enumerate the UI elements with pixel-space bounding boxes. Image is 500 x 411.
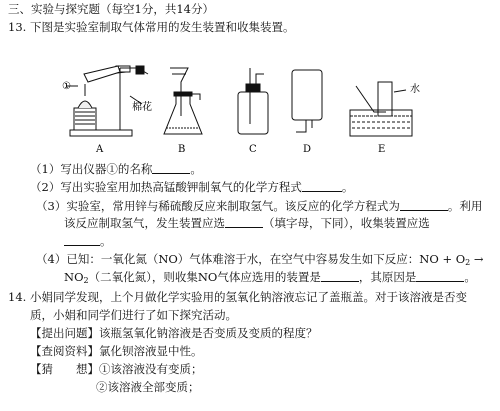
- answer-blank[interactable]: [152, 162, 190, 174]
- q13-part4-text: （4）已知：一氧化氮（NO）气体难溶于水，在空气中容易发生如下反应：NO + O: [36, 252, 466, 266]
- apparatus-e: [350, 82, 412, 136]
- letter-a: A: [96, 144, 104, 155]
- answer-blank[interactable]: [321, 270, 359, 282]
- q13-part1-end: 。: [190, 162, 202, 176]
- q13-stem-line: [8, 20, 294, 35]
- letter-c: C: [249, 144, 257, 155]
- q13-part3-text2b: （填字母，下同），收集装置应选: [263, 216, 430, 230]
- reaction-arrow: →: [473, 252, 484, 266]
- guess-1: ①该溶液没有变质；: [99, 362, 203, 376]
- q13-part4-text2: （二氧化氮），则收集NO气体应选用的装置是: [88, 270, 321, 284]
- answer-blank[interactable]: [64, 234, 100, 246]
- apparatus-c: [238, 68, 268, 134]
- subscript: 2: [465, 258, 471, 267]
- apparatus-d: [292, 70, 322, 132]
- q14-number: 14.: [8, 290, 27, 304]
- marker-1: ①: [62, 81, 71, 92]
- letter-d: D: [303, 144, 312, 155]
- letter-b: B: [178, 144, 186, 155]
- answer-blank[interactable]: [400, 199, 448, 211]
- q13-part3-line3: [64, 234, 112, 249]
- answer-blank[interactable]: [225, 216, 263, 228]
- q13-number: 13.: [8, 20, 27, 34]
- cotton-label: 棉花: [132, 102, 152, 113]
- letter-e: E: [378, 144, 386, 155]
- q13-part4-text3: ，其原因是: [358, 270, 417, 284]
- q13-part1: [30, 162, 202, 177]
- section-title: 三、实验与探究题（每空1分，共14分）: [8, 2, 214, 16]
- q14-stem-line1: [8, 290, 467, 305]
- apparatus-b: [164, 68, 202, 134]
- q14-ask: 【提出问题】该瓶氢氧化钠溶液是否变质及变质的程度？: [30, 326, 318, 340]
- guess-label: 【猜 想】: [30, 362, 99, 376]
- q14-guess-line1: [30, 362, 203, 377]
- q13-part3-line1: [36, 199, 482, 214]
- q14-stem-line2: 质，小娟和同学们进行了如下探究活动。: [30, 308, 237, 322]
- q13-part2-text: （2）写出实验室用加热高锰酸钾制氧气的化学方程式: [30, 180, 302, 194]
- q13-part3-end2: 。: [100, 234, 112, 248]
- q13-part3-line2: [64, 216, 430, 231]
- q13-part2-end: 。: [341, 180, 354, 194]
- answer-blank[interactable]: [416, 270, 464, 282]
- apparatus-figure: [60, 56, 460, 156]
- q14-stem1: 小娟同学发现，上个月做化学实验用的氢氧化钠溶液忘记了盖瓶盖。对于该溶液是否变: [29, 290, 467, 304]
- q13-part2: [30, 180, 353, 195]
- subscript: 2: [83, 276, 89, 285]
- q13-stem: 下图是实验室制取气体常用的发生装置和收集装置。: [29, 20, 295, 34]
- q13-part1-text: （1）写出仪器①的名称: [30, 162, 153, 176]
- apparatus-a: [66, 66, 148, 136]
- no2-formula: NO: [64, 270, 84, 284]
- answer-blank[interactable]: [302, 180, 342, 192]
- q13-part4-line1: [36, 252, 484, 270]
- q13-part4-end: 。: [464, 270, 476, 284]
- q14-info: 【查阅资料】氯化钡溶液显中性。: [30, 344, 203, 358]
- q13-part3-text2a: 该反应制取氢气，发生装置应选: [64, 216, 225, 230]
- q13-part3-text: （3）实验室，常用锌与稀硫酸反应来制取氢气。该反应的化学方程式为: [36, 199, 400, 213]
- q13-part3-end: 。利用: [447, 199, 483, 213]
- water-label: 水: [410, 84, 420, 95]
- q13-part4-line2: [64, 270, 476, 288]
- q14-guess-line2: ②该溶液全部变质；: [96, 380, 200, 394]
